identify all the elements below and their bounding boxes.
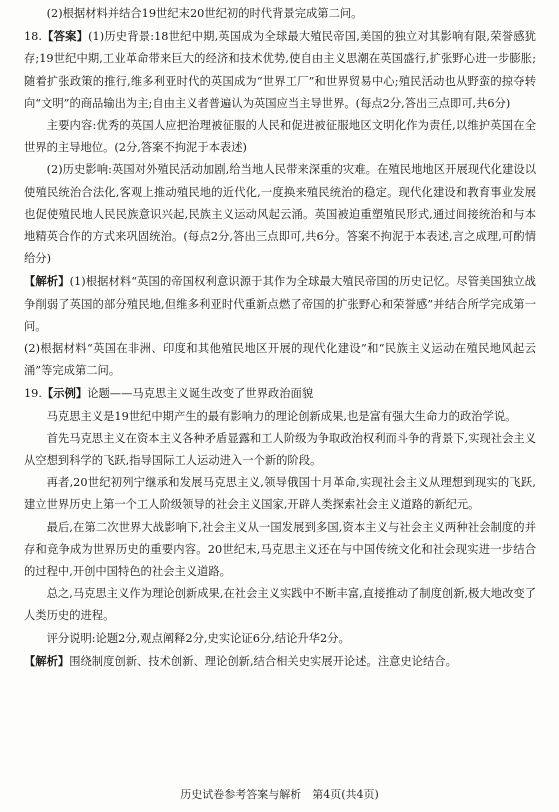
q18-analysis-text: (1)根据材料“英国的帝国权利意识源于其作为全球最大殖民帝国的历史记忆。尽管美国独立战争削弱了英国的部分殖民地,但维多利亚时代重新点燃了帝国的扩张野心和荣誉感”并结合所学完成第一问。: [24, 275, 536, 333]
q18-analysis-block: [24, 270, 536, 338]
q19-number: 19.: [24, 387, 42, 401]
q18-analysis-part2: (2)根据材料“英国在非洲、印度和其他殖民地区开展的现代化建设”和“民族主义运动在殖民地风起云涌”等完成第二问。: [24, 342, 536, 378]
q18-answer-block: [24, 25, 536, 115]
q19-first-point: 首先马克思主义在资本主义各种矛盾显露和工人阶级为争取政治权利而斗争的背景下,实现社会主义从空想到科学的飞跃,指导国际工人运动进入一个新的阶段。: [24, 431, 536, 468]
q19-thesis: 论题——马克思主义诞生改变了世界政治面貌: [87, 387, 314, 401]
q19-intro: 马克思主义是19世纪中期产生的最有影响力的理论创新成果,也是富有强大生命力的政治学说。: [46, 409, 517, 423]
q19-analysis-tag: 【解析】: [24, 653, 70, 668]
q17-part2-note: (2)根据材料并结合19世纪末20世纪初的时代背景完成第二问。: [46, 7, 363, 20]
q18-answer-tag: 【答案】: [41, 29, 89, 44]
q19-scoring-note: 评分说明:论题2分,观点阐释2分,史实论证6分,结论升华2分。: [46, 631, 350, 645]
page-footer: 历史试卷参考答案与解析 第4页(共4页): [180, 788, 379, 801]
q19-example-tag: 【示例】: [41, 386, 88, 401]
q18-analysis-tag: 【解析】: [24, 274, 70, 289]
q19-thesis-line: [24, 382, 536, 405]
q19-conclusion: 总之,马克思主义作为理论创新成果,在社会主义实践中不断丰富,直接推动了制度创新,极大地改变了人类历史的进程。: [24, 587, 536, 623]
q18-main-content: 主要内容:优秀的英国人应把治理被征服的人民和促进被征服地区文明化作为责任,以维护英国在全世界的主导地位。(2分,答案不拘泥于本表述): [24, 119, 536, 155]
q18-background-text: (1)历史背景:18世纪中期,英国成为全球最大殖民帝国,美国的独立对其影响有限,荣誉感犹存;19世纪中期,工业革命带来巨大的经济和技术优势,使自由主义思潮在英国盛行,扩张野心进一步膨胀;随着扩张政策的推行,维多利亚时代的英国成为“世界工厂”和世界贸易中心;殖民活动也从野蛮的掠夺转向“文明”的商品输出为主;自由主义者普遍认为英国应当主导世界。(每点2分,答出三点即可,共6分): [24, 30, 536, 110]
q19-second-point: 再者,20世纪初列宁继承和发展马克思主义,领导俄国十月革命,实现社会主义从理想到现实的飞跃,建立世界历史上第一个工人阶级领导的社会主义国家,开辟人类探索社会主义道路的新纪元。: [24, 476, 536, 512]
q18-impact-text: (2)历史影响:英国对外殖民活动加剧,给当地人民带来深重的灾难。在殖民地地区开展现代化建设以使殖民统治合法化,客观上推动殖民地的近代化,一度换来殖民统治的稳定。现代化建设和教育事业发展也促使殖民地人民民族意识兴起,民族主义运动风起云涌。英国被迫重塑殖民形式,通过间接统治和与本地精英合作的方式来巩固统治。(每点2分,答出三点即可,共6分。答案不拘泥于本表述,言之成理,可酌情给分): [24, 163, 536, 266]
q19-analysis-text: 围绕制度创新、技术创新、理论创新,结合相关史实展开论述。注意史论结合。: [69, 654, 457, 668]
q18-number: 18.: [24, 30, 42, 44]
q19-third-point: 最后,在第二次世界大战影响下,社会主义从一国发展到多国,资本主义与社会主义两种社会制度的并存和竞争成为世界历史的重要内容。20世纪末,马克思主义还在与中国传统文化和社会现实进一步结合的过程中,开创中国特色的社会主义道路。: [24, 520, 536, 579]
q19-analysis-block: [24, 650, 536, 673]
answer-page: [24, 3, 536, 673]
